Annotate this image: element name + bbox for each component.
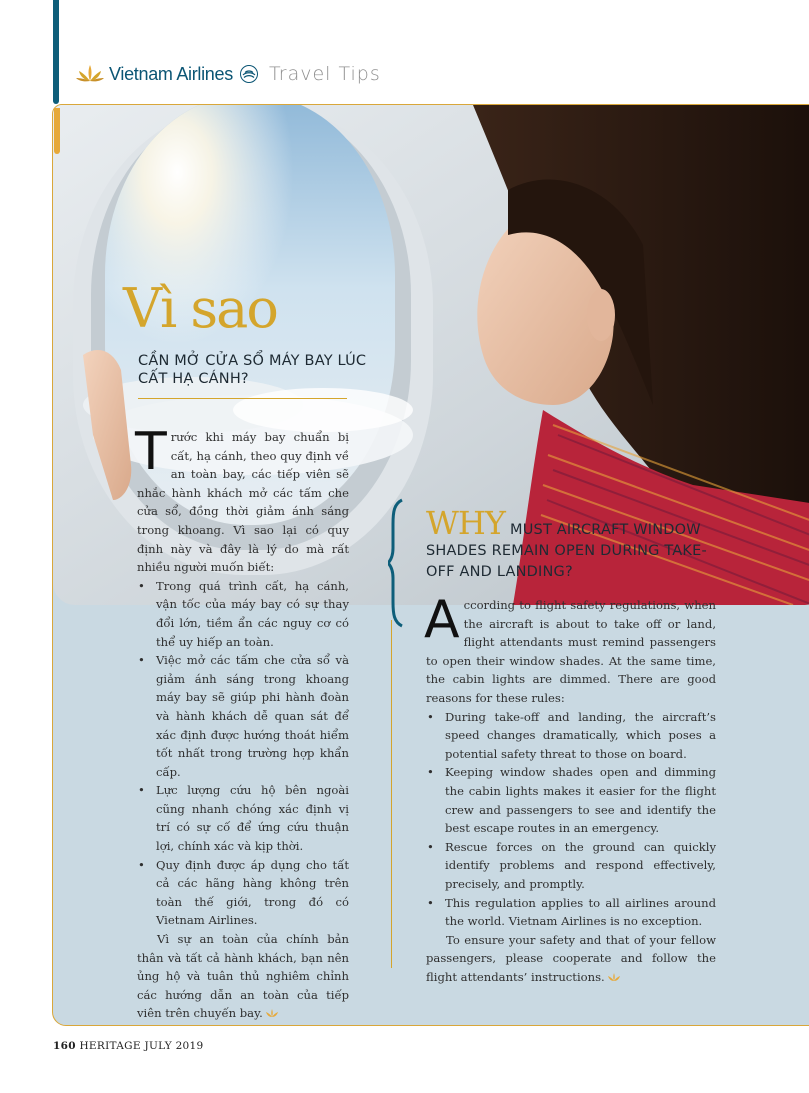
- section-title: Travel Tips: [268, 63, 381, 85]
- gold-accent-bar: [54, 108, 60, 154]
- page-number: 160: [53, 1040, 76, 1052]
- vi-closing: Vì sự an toàn của chính bản thân và tất cả hành khách, bạn nên ủng hộ và tuân thủ nghiêm chỉnh các hướng dẫn an toàn của tiếp viên trên chuyến bay.: [137, 932, 349, 1021]
- issue-date: JULY 2019: [144, 1040, 204, 1052]
- bracket-ornament: [388, 498, 408, 628]
- list-item: • Việc mở các tấm che cửa sổ và giảm ánh sáng trong khoang máy bay sẽ giúp phi hành đoàn và hành khách dễ quan sát để xác định được hướng thoát hiểm tốt nhất trong trường hợp khẩn cấp.: [137, 651, 349, 781]
- list-item: • Lực lượng cứu hộ bên ngoài cũng nhanh chóng xác định vị trí có sự cố để ứng cứu thuận lợi, chính xác và kịp thời.: [137, 781, 349, 855]
- vi-article-body: [135, 422, 349, 1023]
- end-lotus-icon: [265, 1008, 279, 1018]
- list-item: • Rescue forces on the ground can quickly identify problems and respond effectively, precisely, and promptly.: [426, 838, 716, 894]
- list-item: • This regulation applies to all airlines around the world. Vietnam Airlines is no exception.: [426, 894, 716, 931]
- end-lotus-icon: [607, 972, 621, 982]
- column-divider: [391, 620, 392, 968]
- vi-subtitle: CẦN MỞ CỬA SỔ MÁY BAY LÚC CẤT HẠ CÁNH?: [138, 353, 367, 387]
- vi-bullet-list: [137, 577, 349, 930]
- vi-intro: rước khi máy bay chuẩn bị cất, hạ cánh, theo quy định về an toàn bay, các tiếp viên sẽ nhắc hành khách mở các tấm che cửa sổ, đồng thời giảm ánh sáng trong khoang. Vì sao lại có quy định này và đây là lý do mà rất nhiều người muốn biết:: [137, 430, 349, 575]
- en-closing-paragraph: [426, 931, 716, 987]
- vi-dropcap: T: [135, 422, 167, 482]
- list-item: • Keeping window shades open and dimming the cabin lights makes it easier for the flight crew and passengers to see and identify the best escape routes in an emergency.: [426, 763, 716, 837]
- en-closing: To ensure your safety and that of your fellow passengers, please cooperate and follow the flight attendants’ instructions.: [426, 932, 716, 984]
- en-title-rest: MUST AIRCRAFT WINDOW SHADES REMAIN OPEN DURING TAKE-OFF AND LANDING?: [426, 522, 707, 580]
- page-header: [75, 58, 381, 90]
- en-bullet-list: [426, 708, 716, 931]
- vi-title: Vì sao: [123, 277, 277, 340]
- magazine-name: HERITAGE: [79, 1040, 141, 1052]
- vi-title-rule: [138, 398, 347, 399]
- vi-closing-paragraph: [137, 930, 349, 1023]
- en-intro: ccording to flight safety regulations, when the aircraft is about to take off or land, flight attendants must remind passengers to open their window shades. At the same time, the cabin lights are dimmed. There are good reasons for these rules:: [426, 598, 716, 705]
- page-footer: [53, 1040, 204, 1052]
- list-item: • During take-off and landing, the aircraft’s speed changes dramatically, which poses a potential safety threat to those on board.: [426, 708, 716, 764]
- page-spine-bar: [53, 0, 59, 104]
- list-item: • Trong quá trình cất, hạ cánh, vận tốc của máy bay có sự thay đổi lớn, tiềm ẩn các nguy cơ có thể uy hiếp an toàn.: [137, 577, 349, 651]
- en-title: [426, 504, 726, 582]
- skyteam-seal-icon: [239, 64, 259, 84]
- lotus-logo-icon: [75, 63, 105, 85]
- en-dropcap: A: [424, 590, 460, 650]
- list-item: • Quy định được áp dụng cho tất cả các hãng hàng không trên toàn thế giới, trong đó có Vietnam Airlines.: [137, 856, 349, 930]
- en-article-body: [424, 590, 716, 986]
- en-title-why: WHY: [426, 504, 505, 542]
- brand-name: Vietnam Airlines: [109, 63, 233, 84]
